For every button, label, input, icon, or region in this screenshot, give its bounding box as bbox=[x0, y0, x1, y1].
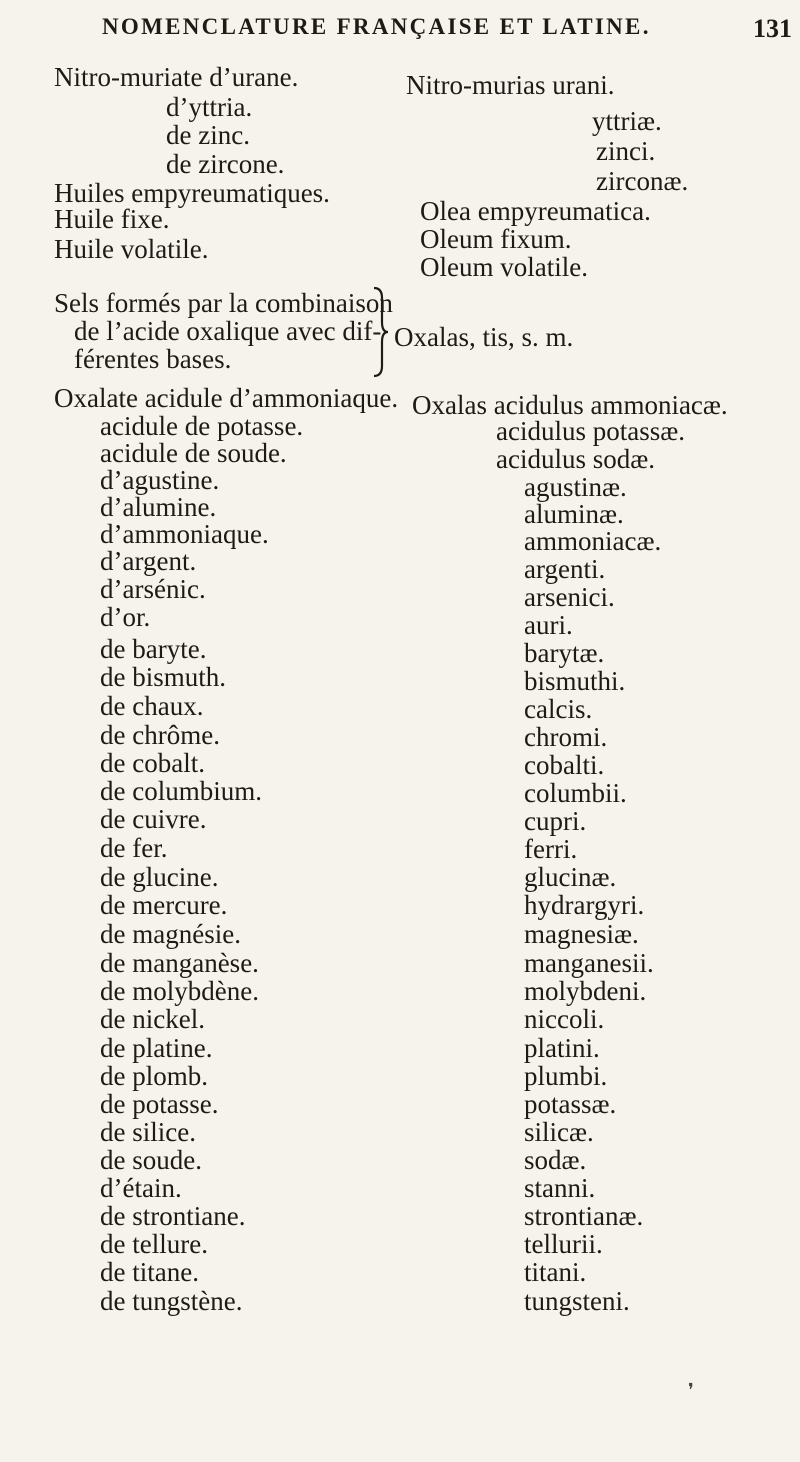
entry-la: Nitro-murias urani. bbox=[406, 70, 615, 100]
oxalate-la: bismuthi. bbox=[524, 666, 626, 696]
oxalate-la: aluminæ. bbox=[524, 499, 624, 529]
oxalate-fr: d’arsénic. bbox=[100, 574, 206, 604]
entry-la: zirconæ. bbox=[596, 166, 689, 196]
entry-la: Oleum fixum. bbox=[420, 224, 572, 254]
oxalate-fr: de nickel. bbox=[100, 1004, 205, 1034]
oxalate-fr: d’argent. bbox=[100, 546, 197, 576]
oxalate-la: tungsteni. bbox=[524, 1286, 630, 1316]
entry-fr: Huile fixe. bbox=[54, 204, 170, 234]
oxalate-la: magnesiæ. bbox=[524, 919, 639, 949]
oxalate-fr: de fer. bbox=[100, 833, 168, 863]
oxalate-fr: de magnésie. bbox=[100, 919, 241, 949]
oxalate-fr: de platine. bbox=[100, 1033, 213, 1063]
oxalate-la: stanni. bbox=[524, 1173, 596, 1203]
oxalate-la: potassæ. bbox=[524, 1089, 617, 1119]
oxalate-la: titani. bbox=[524, 1257, 587, 1287]
oxalate-fr: de baryte. bbox=[100, 634, 207, 664]
sels-line: férentes bases. bbox=[74, 344, 232, 374]
page-header bbox=[102, 14, 792, 50]
oxalate-fr: acidule de potasse. bbox=[100, 411, 304, 441]
entry-la: Oleum volatile. bbox=[420, 252, 588, 282]
page-number: 131 bbox=[753, 14, 792, 43]
oxalate-la: ferri. bbox=[524, 834, 578, 864]
oxalate-la: plumbi. bbox=[524, 1061, 608, 1091]
oxalate-fr: de mercure. bbox=[100, 890, 228, 920]
oxalate-la: Oxalas acidulus ammoniacæ. bbox=[412, 390, 728, 420]
oxalate-la: cobalti. bbox=[524, 750, 605, 780]
oxalate-la: calcis. bbox=[524, 694, 593, 724]
oxalate-fr: de columbium. bbox=[100, 776, 262, 806]
sels-line: Sels formés par la combinaison bbox=[54, 288, 393, 318]
oxalate-fr: de molybdène. bbox=[100, 976, 259, 1006]
oxalate-fr: de tellure. bbox=[100, 1229, 208, 1259]
oxalate-fr: de chrôme. bbox=[100, 720, 220, 750]
entry-fr: Huiles empyreumatiques. bbox=[54, 178, 330, 208]
oxalate-fr: d’or. bbox=[100, 602, 151, 632]
entry-fr: d’yttria. bbox=[166, 92, 253, 122]
sels-la: Oxalas, tis, s. m. bbox=[394, 322, 574, 352]
oxalate-la: silicæ. bbox=[524, 1117, 594, 1147]
oxalate-la: ammoniacæ. bbox=[524, 526, 662, 556]
ink-mark: ❜ bbox=[688, 1380, 694, 1400]
oxalate-la: tellurii. bbox=[524, 1229, 603, 1259]
oxalate-fr: de glucine. bbox=[100, 862, 219, 892]
entry-fr: Nitro-muriate d’urane. bbox=[54, 62, 299, 92]
oxalate-fr: de chaux. bbox=[100, 691, 204, 721]
entry-la: yttriæ. bbox=[592, 106, 662, 136]
oxalate-fr: de manganèse. bbox=[100, 948, 259, 978]
oxalate-la: sodæ. bbox=[524, 1145, 587, 1175]
oxalate-la: strontianæ. bbox=[524, 1201, 644, 1231]
oxalate-fr: d’étain. bbox=[100, 1173, 182, 1203]
entry-la: zinci. bbox=[596, 136, 656, 166]
oxalate-fr: de silice. bbox=[100, 1117, 196, 1147]
oxalate-fr: d’agustine. bbox=[100, 465, 220, 495]
oxalate-la: platini. bbox=[524, 1033, 600, 1063]
oxalate-la: agustinæ. bbox=[524, 472, 627, 502]
oxalate-fr: de tungstène. bbox=[100, 1286, 243, 1316]
oxalate-la: cupri. bbox=[524, 806, 587, 836]
oxalate-fr: de cuivre. bbox=[100, 804, 207, 834]
curly-brace-icon bbox=[372, 286, 390, 378]
entry-fr: Huile volatile. bbox=[54, 234, 209, 264]
entry-fr: de zircone. bbox=[166, 149, 285, 179]
oxalate-fr: de potasse. bbox=[100, 1089, 219, 1119]
oxalate-la: columbii. bbox=[524, 778, 627, 808]
oxalate-fr: de cobalt. bbox=[100, 748, 205, 778]
entry-fr: de zinc. bbox=[166, 120, 250, 150]
oxalate-la: niccoli. bbox=[524, 1004, 605, 1034]
oxalate-la: hydrargyri. bbox=[524, 890, 645, 920]
oxalate-fr: de strontiane. bbox=[100, 1201, 246, 1231]
oxalate-la: manganesii. bbox=[524, 948, 654, 978]
oxalate-la: glucinæ. bbox=[524, 862, 617, 892]
sels-line: de l’acide oxalique avec dif- bbox=[74, 316, 382, 346]
oxalate-fr: d’alumine. bbox=[100, 492, 217, 522]
oxalate-la: chromi. bbox=[524, 722, 608, 752]
oxalate-la: barytæ. bbox=[524, 638, 605, 668]
oxalate-fr: de titane. bbox=[100, 1257, 199, 1287]
oxalate-la: acidulus potassæ. bbox=[496, 416, 685, 446]
oxalate-la: auri. bbox=[524, 610, 573, 640]
oxalate-fr: de plomb. bbox=[100, 1061, 208, 1091]
oxalate-la: argenti. bbox=[524, 554, 606, 584]
entry-la: Olea empyreumatica. bbox=[420, 196, 651, 226]
running-head: NOMENCLATURE FRANÇAISE ET LATINE. bbox=[102, 14, 651, 39]
oxalate-fr: Oxalate acidule d’ammoniaque. bbox=[54, 383, 399, 413]
oxalate-fr: de soude. bbox=[100, 1145, 202, 1175]
oxalate-la: molybdeni. bbox=[524, 976, 647, 1006]
oxalate-fr: acidule de soude. bbox=[100, 438, 287, 468]
oxalate-la: arsenici. bbox=[524, 582, 615, 612]
oxalate-fr: de bismuth. bbox=[100, 662, 226, 692]
oxalate-fr: d’ammoniaque. bbox=[100, 519, 269, 549]
oxalate-la: acidulus sodæ. bbox=[496, 444, 655, 474]
